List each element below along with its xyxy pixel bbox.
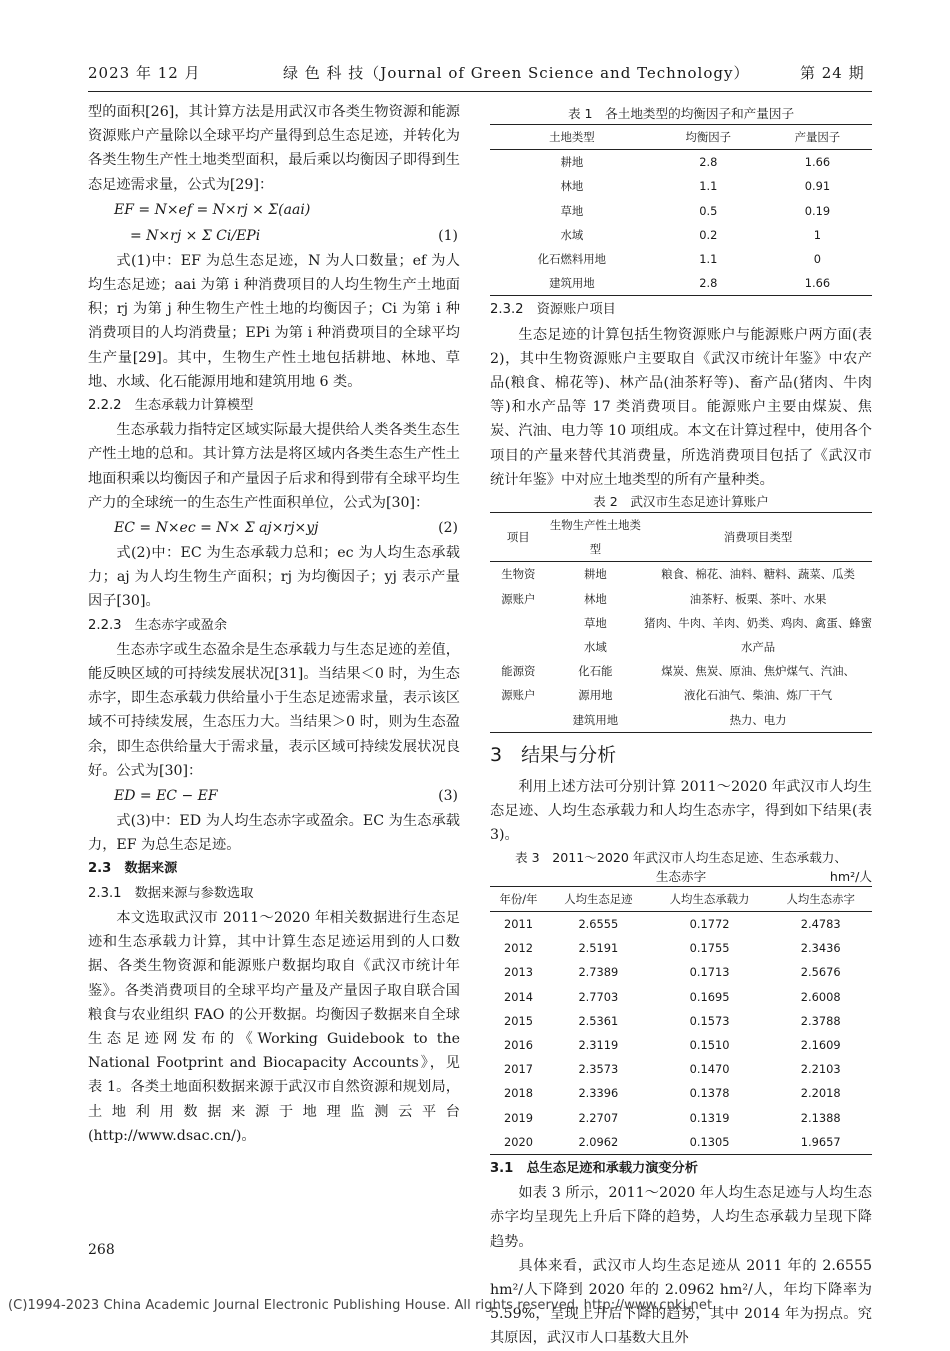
section-2-3-heading: 2.3 数据来源 — [88, 861, 178, 877]
table-cell: 建筑用地 — [490, 271, 654, 296]
table-cell: 2013 — [504, 965, 534, 980]
table-cell: 2.5191 — [578, 941, 619, 956]
table-cell: 水域 — [583, 640, 607, 655]
intro-paragraph: 型的面积[26]，其计算方法是用武汉市各类生物资源和能源资源账户产量除以全球平均产量得到总生态足迹，并转化为各类生物生产性土地类型面积，最后乘以均衡因子即得到生态足迹需求量，公式为[29]： — [88, 104, 460, 193]
equation-1-number: (1) — [438, 227, 458, 244]
page-number: 268 — [88, 1242, 115, 1258]
table-3-body — [490, 911, 872, 1154]
table-cell: 0 — [813, 252, 822, 267]
table-cell: 1.66 — [804, 155, 831, 170]
table-row — [490, 659, 872, 683]
table-row — [490, 1106, 872, 1130]
table-row — [490, 1081, 872, 1105]
table-2-caption: 表 2 武汉市生态足迹计算账户 — [593, 494, 769, 510]
table-cell: 林地 — [560, 179, 584, 194]
table-cell: 2014 — [504, 989, 534, 1004]
table-cell: 煤炭、焦炭、原油、焦炉煤气、汽油、 — [661, 664, 855, 679]
equation-2-number: (2) — [438, 520, 458, 537]
table-cell: 猪肉、牛肉、羊肉、奶类、鸡肉、禽蛋、蜂蜜 — [644, 615, 872, 630]
table-1-header-cell: 均衡因子 — [654, 125, 763, 150]
table-cell: 粮食、棉花、油料、糖料、蔬菜、瓜类 — [661, 567, 855, 582]
table-3-header-cell: 人均生态足迹 — [547, 886, 650, 911]
right-column — [490, 104, 872, 1351]
table-row — [490, 150, 872, 175]
equation-1-line-2 — [88, 223, 460, 249]
table-cell: 2017 — [504, 1062, 534, 1077]
table-row — [490, 271, 872, 296]
table-row — [490, 562, 872, 587]
equation-1-text: EF = N×ef = N×rj × Σ(aai) — [114, 201, 311, 218]
table-cell: 2.6555 — [578, 916, 619, 931]
table-row — [490, 1033, 872, 1057]
table-row — [490, 683, 872, 707]
table-2-account-label: 生物资 — [501, 567, 536, 582]
table-3-caption-line-2: 生态赤字 — [655, 868, 707, 884]
table-row — [490, 708, 872, 733]
table-1-header-cell: 产量因子 — [763, 125, 872, 150]
table-cell: 2.7703 — [578, 989, 619, 1004]
table-cell: 0.1378 — [689, 1086, 730, 1101]
table-cell: 2.0962 — [547, 1130, 650, 1155]
table-row — [490, 936, 872, 960]
table-cell: 2.2707 — [578, 1110, 619, 1125]
table-cell: 2.5361 — [578, 1013, 619, 1028]
equation-2 — [88, 515, 460, 541]
table-cell: 2.6008 — [800, 989, 841, 1004]
table-cell: 油茶籽、板栗、茶叶、水果 — [689, 591, 827, 606]
table-cell: 液化石油气、柴油、炼厂干气 — [684, 688, 833, 703]
table-cell: 草地 — [560, 203, 584, 218]
section-2-2-2-paragraph: 生态承载力指特定区域实际最大提供给人类各类生态生产性土地的总和。其计算方法是将区域内各类生态生产性土地面积乘以均衡因子和产量因子后求和得到带有全球平均生产力的全球统一的生态生产性面积单位，公式为[30]： — [88, 422, 460, 511]
equation-3-text: ED = EC − EF — [114, 788, 218, 805]
table-cell: 1.1 — [699, 252, 718, 267]
table-row — [490, 911, 872, 936]
header-journal: 绿 色 科 技（Journal of Green Science and Technology） — [283, 64, 750, 82]
header-issue: 第 24 期 — [800, 64, 865, 82]
table-cell: 1.9657 — [769, 1130, 872, 1155]
table-cell: 0.1305 — [650, 1130, 770, 1155]
equation-2-explanation: 式(2)中：EC 为生态承载力总和；ec 为人均生态承载力；aj 为人均生物生产面积；rj 为均衡因子；yj 表示产量因子[30]。 — [88, 545, 460, 610]
table-cell: 建筑用地 — [547, 708, 645, 733]
table-cell: 2.3573 — [578, 1062, 619, 1077]
table-row — [490, 960, 872, 984]
table-cell: 热力、电力 — [644, 708, 872, 733]
section-3-heading: 3 结果与分析 — [490, 743, 617, 766]
table-cell: 2.3396 — [578, 1086, 619, 1101]
table-row — [490, 1130, 872, 1155]
table-cell: 耕地 — [583, 567, 607, 582]
table-1-caption: 表 1 各土地类型的均衡因子和产量因子 — [567, 106, 795, 121]
table-cell: 草地 — [583, 615, 607, 630]
table-cell: 2.4783 — [800, 916, 841, 931]
equation-1-explanation: 式(1)中：EF 为总生态足迹，N 为人口数量；ef 为人均生态足迹；aai 为第 i 种消费项目的人均生物生产土地面积；rj 为第 j 种生物生产性土地的均衡因子；Ci 为第 i 种消费项目的人均消费量；EPi 为第 i 种消费项目的全球平均生产量[29]。其中，生物生产性土地包括耕地、林地、草地、水域、化石能源用地和建筑用地 6 类。 — [88, 252, 460, 390]
table-cell: 2.8 — [654, 271, 763, 296]
equation-3-explanation: 式(3)中：ED 为人均生态赤字或盈余。EC 为生态承载力，EF 为总生态足迹。 — [88, 813, 460, 854]
equation-2-text: EC = N×ec = N× Σ aj×rj×yj — [114, 520, 319, 537]
section-3-1-heading: 3.1 总生态足迹和承载力演变分析 — [490, 1160, 698, 1176]
table-cell: 2.8 — [699, 155, 718, 170]
table-cell: 2.2018 — [800, 1086, 841, 1101]
table-cell: 0.5 — [699, 203, 718, 218]
table-3-header-row — [490, 886, 872, 911]
table-cell: 2.7389 — [578, 965, 619, 980]
table-cell: 2020 — [490, 1130, 547, 1155]
table-2 — [490, 512, 872, 733]
table-cell: 0.1319 — [689, 1110, 730, 1125]
table-1-header-row — [490, 125, 872, 150]
table-3-unit: hm²/人 — [829, 868, 872, 884]
table-cell: 2011 — [504, 916, 534, 931]
table-cell: 1 — [813, 227, 822, 242]
table-cell: 0.1755 — [689, 941, 730, 956]
section-2-2-3-heading: 2.2.3 生态赤字或盈余 — [88, 617, 228, 633]
table-cell: 2018 — [504, 1086, 534, 1101]
table-cell: 0.1573 — [689, 1013, 730, 1028]
table-3-header-cell: 年份/年 — [490, 886, 547, 911]
table-cell: 化石燃料用地 — [537, 252, 607, 267]
table-row — [490, 985, 872, 1009]
table-cell: 0.1772 — [689, 916, 730, 931]
table-2-header-cell: 生物生产性土地类型 — [547, 513, 645, 562]
table-cell: 林地 — [583, 591, 607, 606]
table-cell: 0.1510 — [689, 1037, 730, 1052]
table-cell: 2.5676 — [800, 965, 841, 980]
table-cell: 2016 — [504, 1037, 534, 1052]
table-2-header-cell: 项目 — [490, 513, 547, 562]
table-3-header-cell: 人均生态赤字 — [769, 886, 872, 911]
table-3-caption — [490, 848, 872, 886]
table-cell: 2.3788 — [800, 1013, 841, 1028]
table-cell: 2012 — [504, 941, 534, 956]
table-cell: 2.3119 — [578, 1037, 619, 1052]
table-cell: 1.66 — [763, 271, 872, 296]
table-cell: 0.1695 — [689, 989, 730, 1004]
table-row — [490, 587, 872, 611]
table-row — [490, 199, 872, 223]
table-row — [490, 635, 872, 659]
section-2-3-1-paragraph: 本文选取武汉市 2011～2020 年相关数据进行生态足迹和生态承载力计算，其中计算生态足迹运用到的人口数据、各类生物资源和能源账户数据均取自《武汉市统计年鉴》。各类消费项目的全球平均产量及产量因子取自联合国粮食与农业组织 FAO 的公开数据。均衡因子数据来自全球生态足迹网发布的《Working Guidebook to the National Footprint and Biocapacity Accounts》，见表 1。各类土地面积数据来源于武汉市自然资源和规划局，土地利用数据来源于地理监测云平台(http://www.dsac.cn/)。 — [88, 909, 460, 1144]
table-3-header-cell: 人均生态承载力 — [650, 886, 770, 911]
equation-1-text-2: = N×rj × Σ Ci/EPi — [130, 227, 261, 244]
table-cell: 2.2103 — [800, 1062, 841, 1077]
table-1-header-cell: 土地类型 — [490, 125, 654, 150]
left-column — [88, 100, 460, 1148]
table-row — [490, 1057, 872, 1081]
table-cell: 水域 — [560, 227, 584, 242]
table-cell: 耕地 — [560, 155, 584, 170]
table-row — [490, 1009, 872, 1033]
table-2-account-label: 能源资 — [501, 664, 536, 679]
section-3-1-paragraph-1: 如表 3 所示，2011～2020 年人均生态足迹与人均生态赤字均呈现先上升后下降的趋势，人均生态承载力呈现下降趋势。 — [490, 1185, 872, 1250]
section-2-3-2-heading: 2.3.2 资源账户项目 — [490, 302, 616, 318]
header-date: 2023 年 12 月 — [88, 64, 201, 82]
table-2-account-label: 源账户 — [501, 688, 536, 703]
table-row — [490, 223, 872, 247]
equation-1-line-1 — [88, 197, 460, 223]
table-cell: 0.2 — [699, 227, 718, 242]
table-row — [490, 611, 872, 635]
table-2-header-row — [490, 513, 872, 562]
section-2-2-3-paragraph: 生态赤字或生态盈余是生态承载力与生态足迹的差值，能反映区域的可持续发展状况[31]。当结果＜0 时，为生态赤字，即生态承载力供给量小于生态足迹需求量，表示该区域不可持续发展，生态压力大。当结果＞0 时，则为生态盈余，即生态供给量大于需求量，表示区域可持续发展状况良好。公式为[30]： — [88, 641, 460, 779]
equation-3 — [88, 783, 460, 809]
table-cell: 源用地 — [578, 688, 613, 703]
section-2-2-2-heading: 2.2.2 生态承载力计算模型 — [88, 398, 254, 414]
table-cell: 2019 — [504, 1110, 534, 1125]
table-1 — [490, 124, 872, 296]
table-cell: 0.91 — [804, 179, 831, 194]
table-cell: 0.1470 — [689, 1062, 730, 1077]
table-cell: 化石能 — [578, 664, 613, 679]
table-row — [490, 247, 872, 271]
table-cell: 0.19 — [804, 203, 831, 218]
table-cell: 2015 — [504, 1013, 534, 1028]
section-2-3-2-paragraph: 生态足迹的计算包括生物资源账户与能源账户两方面(表 2)，其中生物资源账户主要取自《武汉市统计年鉴》中农产品(粮食、棉花等)、林产品(油茶籽等)、畜产品(猪肉、牛肉等)和水产品等 17 类消费项目。能源账户主要由煤炭、焦炭、汽油、电力等 10 项组成。本文在计算过程中，使用各个项目的产量来替代其消费量，所选消费项目包括了《武汉市统计年鉴》中对应土地类型的所有产量种类。 — [490, 326, 872, 488]
copyright-line: (C)1994-2023 China Academic Journal Electronic Publishing House. All rights reserved. http://www.cnki.net — [8, 1298, 713, 1313]
table-2-account-label: 源账户 — [501, 591, 536, 606]
table-cell: 1.1 — [699, 179, 718, 194]
table-cell: 2.1388 — [800, 1110, 841, 1125]
table-cell: 水产品 — [740, 640, 776, 655]
header-rule — [88, 91, 872, 92]
table-3 — [490, 886, 872, 1155]
section-3-paragraph: 利用上述方法可分别计算 2011～2020 年武汉市人均生态足迹、人均生态承载力和人均生态赤字，得到如下结果(表 3)。 — [490, 779, 872, 844]
table-2-header-cell: 消费项目类型 — [644, 513, 872, 562]
table-row — [490, 174, 872, 198]
section-3-1-paragraph-2: 具体来看，武汉市人均生态足迹从 2011 年的 2.6555 hm²/人下降到 2020 年的 2.0962 hm²/人，年均下降率为 5.59%，呈现上升后下降的趋势，其中 2014 年为拐点。究其原因，武汉市人口基数大且外 — [490, 1257, 872, 1347]
table-cell: 0.1713 — [689, 965, 730, 980]
table-cell: 2.1609 — [800, 1037, 841, 1052]
section-2-3-1-heading: 2.3.1 数据来源与参数选取 — [88, 885, 254, 901]
table-cell: 2.3436 — [800, 941, 841, 956]
equation-3-number: (3) — [438, 788, 458, 805]
table-3-caption-line-1: 表 3 2011～2020 年武汉市人均生态足迹、生态承载力、 — [515, 849, 847, 865]
